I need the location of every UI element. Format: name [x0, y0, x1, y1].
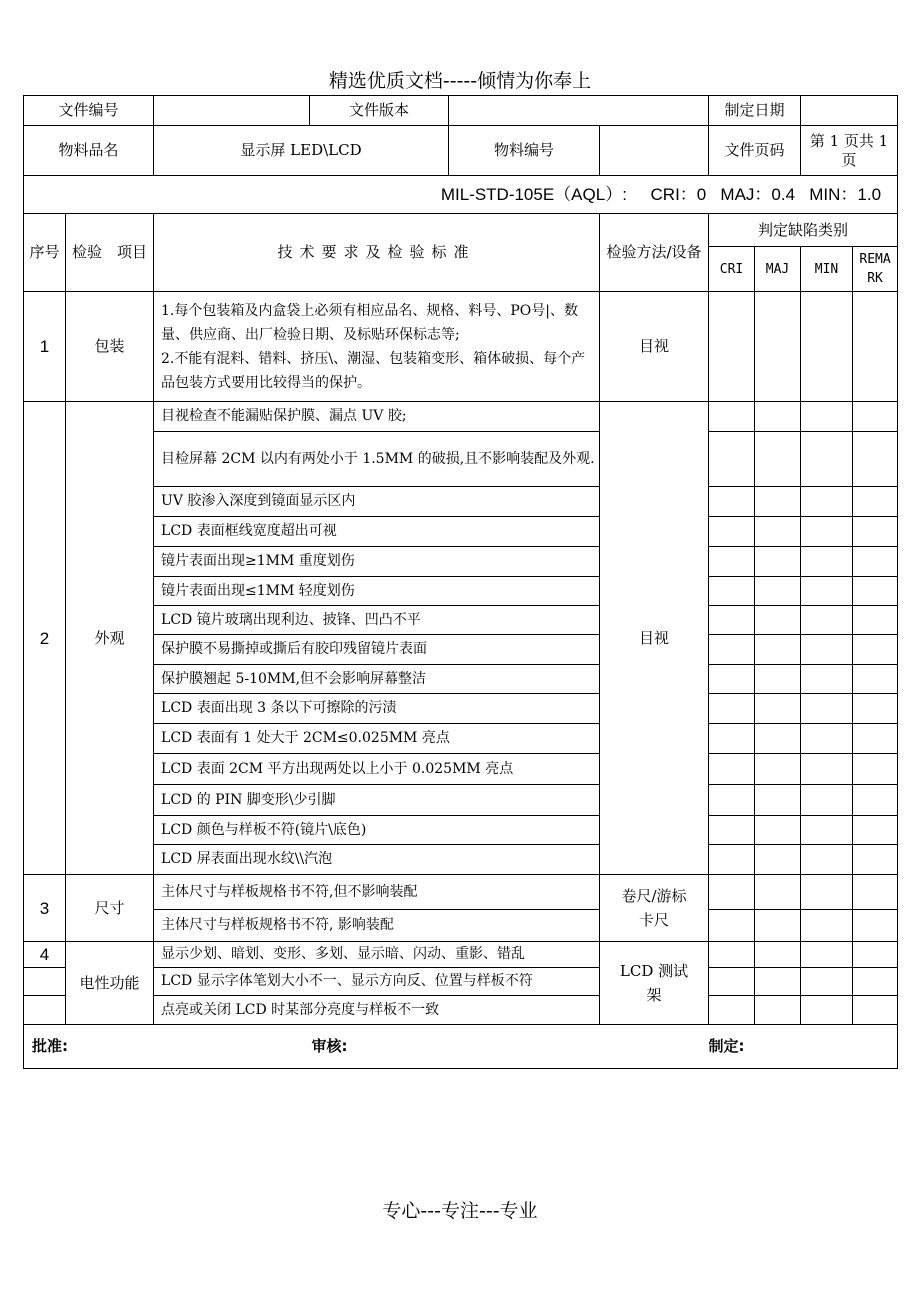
table-row	[24, 665, 898, 694]
min-cell[interactable]	[801, 665, 853, 694]
table-row	[24, 694, 898, 724]
version-value[interactable]	[449, 96, 709, 126]
maj-cell[interactable]	[755, 816, 801, 845]
maj-cell[interactable]	[755, 845, 801, 875]
min-cell[interactable]	[801, 816, 853, 845]
section-method: 卷尺/游标卡尺	[600, 875, 709, 942]
column-header-row-1	[24, 214, 898, 247]
remark-cell[interactable]	[853, 754, 898, 785]
col-maj: MAJ	[755, 247, 801, 292]
min-cell[interactable]	[801, 724, 853, 754]
maj-cell[interactable]	[755, 432, 801, 487]
cri-cell[interactable]	[709, 724, 755, 754]
col-seq: 序号	[24, 214, 66, 292]
maj-cell[interactable]	[755, 996, 801, 1025]
col-standard: 技术要求及检验标准	[154, 214, 600, 292]
remark-cell[interactable]	[853, 517, 898, 547]
requirement-text: LCD 显示字体笔划大小不一、显示方向反、位置与样板不符	[154, 968, 600, 996]
remark-cell[interactable]	[853, 996, 898, 1025]
maj-cell[interactable]	[755, 292, 801, 402]
table-row	[24, 635, 898, 665]
cri-cell[interactable]	[709, 754, 755, 785]
table-row	[24, 785, 898, 816]
min-cell[interactable]	[801, 942, 853, 968]
requirement-text: 显示少划、暗划、变形、多划、显示暗、闪动、重影、错乱	[154, 942, 600, 968]
requirement-text: LCD 表面 2CM 平方出现两处以上小于 0.025MM 亮点	[154, 754, 600, 785]
version-label: 文件版本	[310, 96, 449, 126]
section-method: LCD 测试架	[600, 942, 709, 1025]
min-cell[interactable]	[801, 432, 853, 487]
table-row	[24, 577, 898, 606]
table-row	[24, 910, 898, 942]
remark-cell[interactable]	[853, 724, 898, 754]
review-label: 审核:	[310, 1025, 709, 1069]
table-row	[24, 487, 898, 517]
approve-label: 批准:	[24, 1025, 310, 1069]
min-cell[interactable]	[801, 635, 853, 665]
page-header-title: 精选优质文档-----倾情为你奉上	[328, 70, 592, 92]
maj-cell[interactable]	[755, 487, 801, 517]
date-value[interactable]	[801, 96, 898, 126]
material-no-value[interactable]	[600, 126, 709, 176]
section-item: 包装	[66, 292, 154, 402]
maj-cell[interactable]	[755, 635, 801, 665]
col-cri: CRI	[709, 247, 755, 292]
remark-cell[interactable]	[853, 577, 898, 606]
requirement-text: LCD 表面出现 3 条以下可擦除的污渍	[154, 694, 600, 724]
remark-cell[interactable]	[853, 292, 898, 402]
requirement-text: LCD 屏表面出现水纹\\汽泡	[154, 845, 600, 875]
seq-blank-cell	[24, 996, 66, 1025]
doc-no-value[interactable]	[154, 96, 310, 126]
info-row-1	[24, 96, 898, 126]
remark-cell[interactable]	[853, 910, 898, 942]
requirement-text: 点亮或关闭 LCD 时某部分亮度与样板不一致	[154, 996, 600, 1025]
table-row	[24, 816, 898, 845]
cri-cell[interactable]	[709, 942, 755, 968]
remark-cell[interactable]	[853, 432, 898, 487]
section-seq: 3	[24, 875, 66, 942]
requirement-text: 保护膜不易撕掉或撕后有胶印残留镜片表面	[154, 635, 600, 665]
cri-cell[interactable]	[709, 816, 755, 845]
aql-standard: MIL-STD-105E（AQL）: CRI：0 MAJ：0.4 MIN：1.0	[24, 176, 898, 214]
col-defect-group: 判定缺陷类别	[709, 214, 898, 247]
table-row	[24, 968, 898, 996]
section-seq: 4	[24, 942, 66, 968]
cri-cell[interactable]	[709, 577, 755, 606]
maj-cell[interactable]	[755, 942, 801, 968]
min-cell[interactable]	[801, 845, 853, 875]
requirement-text: LCD 镜片玻璃出现利边、披锋、凹凸不平	[154, 606, 600, 635]
cri-cell[interactable]	[709, 635, 755, 665]
min-cell[interactable]	[801, 402, 853, 432]
remark-cell[interactable]	[853, 785, 898, 816]
cri-cell[interactable]	[709, 517, 755, 547]
cri-cell[interactable]	[709, 845, 755, 875]
cri-cell[interactable]	[709, 968, 755, 996]
signature-row	[24, 1025, 898, 1069]
maj-cell[interactable]	[755, 785, 801, 816]
requirement-text: LCD 颜色与样板不符(镜片\底色)	[154, 816, 600, 845]
requirement-text: 1.每个包装箱及内盒袋上必须有相应品名、规格、料号、PO号|、数量、供应商、出厂检验日期、及标贴环保标志等; 2.不能有混料、错料、挤压\、潮湿、包装箱变形、箱体破损、每个产品包装方式要用比较得当的保护。	[154, 292, 600, 402]
remark-cell[interactable]	[853, 942, 898, 968]
col-remark: REMARK	[853, 247, 898, 292]
prepare-label: 制定:	[709, 1025, 898, 1069]
material-name-value: 显示屏 LED\LCD	[154, 126, 449, 176]
table-row	[24, 875, 898, 910]
remark-cell[interactable]	[853, 968, 898, 996]
cri-cell[interactable]	[709, 606, 755, 635]
maj-cell[interactable]	[755, 517, 801, 547]
page-label: 文件页码	[709, 126, 801, 176]
maj-cell[interactable]	[755, 724, 801, 754]
min-cell[interactable]	[801, 968, 853, 996]
min-cell[interactable]	[801, 910, 853, 942]
requirement-text: 保护膜翘起 5-10MM,但不会影响屏幕整洁	[154, 665, 600, 694]
maj-cell[interactable]	[755, 968, 801, 996]
maj-cell[interactable]	[755, 754, 801, 785]
aql-row	[24, 176, 898, 214]
cri-cell[interactable]	[709, 665, 755, 694]
min-cell[interactable]	[801, 547, 853, 577]
cri-cell[interactable]	[709, 487, 755, 517]
section-item: 尺寸	[66, 875, 154, 942]
table-row	[24, 754, 898, 785]
remark-cell[interactable]	[853, 402, 898, 432]
table-row	[24, 517, 898, 547]
remark-cell[interactable]	[853, 845, 898, 875]
min-cell[interactable]	[801, 694, 853, 724]
min-cell[interactable]	[801, 487, 853, 517]
table-row	[24, 606, 898, 635]
min-cell[interactable]	[801, 292, 853, 402]
maj-cell[interactable]	[755, 665, 801, 694]
remark-cell[interactable]	[853, 487, 898, 517]
page-footer: 专心---专注---专业	[382, 1200, 538, 1222]
cri-cell[interactable]	[709, 996, 755, 1025]
material-no-label: 物料编号	[449, 126, 600, 176]
col-min: MIN	[801, 247, 853, 292]
requirement-text: 主体尺寸与样板规格书不符,但不影响装配	[154, 875, 600, 910]
remark-cell[interactable]	[853, 606, 898, 635]
seq-blank-cell	[24, 968, 66, 996]
section-seq: 2	[24, 402, 66, 875]
table-row	[24, 292, 898, 402]
info-row-2	[24, 126, 898, 176]
cri-cell[interactable]	[709, 432, 755, 487]
cri-cell[interactable]	[709, 910, 755, 942]
requirement-text: LCD 表面框线宽度超出可视	[154, 517, 600, 547]
maj-cell[interactable]	[755, 577, 801, 606]
maj-cell[interactable]	[755, 547, 801, 577]
table-row	[24, 942, 898, 968]
min-cell[interactable]	[801, 996, 853, 1025]
remark-cell[interactable]	[853, 875, 898, 910]
remark-cell[interactable]	[853, 665, 898, 694]
table-row	[24, 724, 898, 754]
remark-cell[interactable]	[853, 694, 898, 724]
cri-cell[interactable]	[709, 292, 755, 402]
cri-cell[interactable]	[709, 785, 755, 816]
section-method: 目视	[600, 292, 709, 402]
requirement-text: 目检屏幕 2CM 以内有两处小于 1.5MM 的破损,且不影响装配及外观.	[154, 432, 600, 487]
remark-cell[interactable]	[853, 816, 898, 845]
table-row	[24, 402, 898, 432]
inspection-standard-table	[23, 95, 898, 1069]
cri-cell[interactable]	[709, 402, 755, 432]
table-row	[24, 432, 898, 487]
min-cell[interactable]	[801, 577, 853, 606]
section-seq: 1	[24, 292, 66, 402]
page-value: 第 1 页共 1 页	[801, 126, 898, 176]
maj-cell[interactable]	[755, 875, 801, 910]
section-item: 电性功能	[66, 942, 154, 1025]
table-row	[24, 845, 898, 875]
min-cell[interactable]	[801, 785, 853, 816]
cri-cell[interactable]	[709, 875, 755, 910]
requirement-text: LCD 的 PIN 脚变形\少引脚	[154, 785, 600, 816]
cri-cell[interactable]	[709, 547, 755, 577]
maj-cell[interactable]	[755, 402, 801, 432]
cri-cell[interactable]	[709, 694, 755, 724]
requirement-text: LCD 表面有 1 处大于 2CM≤0.025MM 亮点	[154, 724, 600, 754]
requirement-text: 镜片表面出现≥1MM 重度划伤	[154, 547, 600, 577]
requirement-text: 镜片表面出现≤1MM 轻度划伤	[154, 577, 600, 606]
remark-cell[interactable]	[853, 547, 898, 577]
maj-cell[interactable]	[755, 694, 801, 724]
section-item: 外观	[66, 402, 154, 875]
min-cell[interactable]	[801, 606, 853, 635]
maj-cell[interactable]	[755, 606, 801, 635]
maj-cell[interactable]	[755, 910, 801, 942]
min-cell[interactable]	[801, 754, 853, 785]
section-method: 目视	[600, 402, 709, 875]
col-method: 检验方法/设备	[600, 214, 709, 292]
col-item: 检验 项目	[66, 214, 154, 292]
requirement-text: 主体尺寸与样板规格书不符, 影响装配	[154, 910, 600, 942]
remark-cell[interactable]	[853, 635, 898, 665]
material-name-label: 物料品名	[24, 126, 154, 176]
min-cell[interactable]	[801, 517, 853, 547]
date-label: 制定日期	[709, 96, 801, 126]
table-row	[24, 996, 898, 1025]
doc-no-label: 文件编号	[24, 96, 154, 126]
min-cell[interactable]	[801, 875, 853, 910]
requirement-text: 目视检查不能漏贴保护膜、漏点 UV 胶;	[154, 402, 600, 432]
requirement-text: UV 胶渗入深度到镜面显示区内	[154, 487, 600, 517]
table-row	[24, 547, 898, 577]
